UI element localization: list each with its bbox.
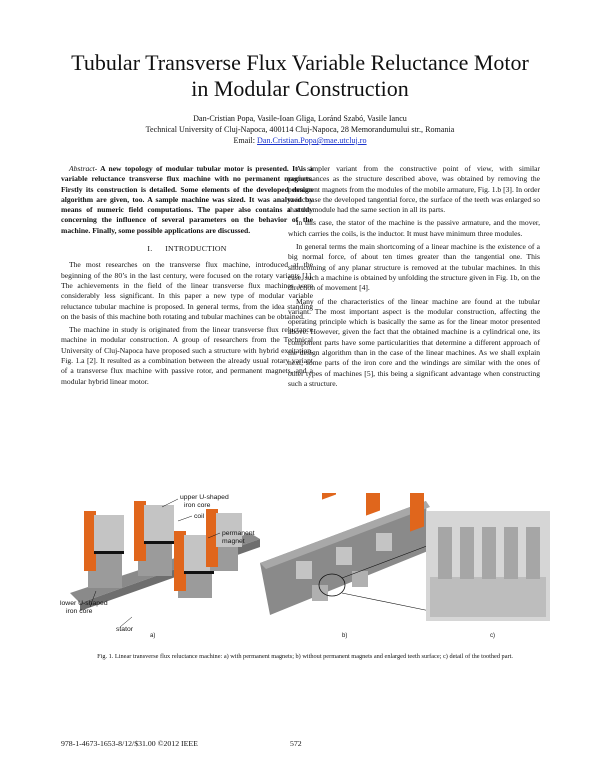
section-title: INTRODUCTION (165, 244, 227, 254)
page-number: 572 (290, 739, 302, 748)
upper-iron-core (94, 515, 124, 551)
email-line (60, 135, 540, 146)
panel-a (60, 494, 260, 639)
permanent-magnet (144, 541, 174, 544)
tooth (376, 533, 392, 551)
abstract-text: A new topology of modular tubular motor is presented. It is a variable reluctance transverse flux machine with no permanent magnets. Firstly its construction is detailed. Some elements of the developed design algorithm are given, too. A sample machine was sized. It was analyzed by means of numeric field computations. The paper also contains a study concerning the influence of several parameters on the behavior of the machine. Finally, some possible applications are discussed. (61, 164, 313, 235)
authors: Dan-Cristian Popa, Vasile-Ioan Gliga, Loránd Szabó, Vasile Iancu (193, 114, 407, 123)
right-column (288, 164, 540, 392)
section-number: I. (147, 244, 153, 254)
detail-tooth (438, 527, 452, 579)
leader-line (178, 516, 192, 521)
detail-tooth (526, 527, 540, 579)
detail-tooth (482, 527, 496, 579)
left-column (61, 164, 313, 390)
label-lower-core-1: lower U-shaped (60, 600, 108, 607)
footer-isbn: 978-1-4673-1653-8/12/$31.00 ©2012 IEEE (61, 739, 198, 748)
figure-1 (60, 493, 550, 643)
sublabel-c: c) (490, 633, 495, 639)
label-stator: stator (116, 626, 133, 633)
detail-line (342, 593, 430, 611)
label-upper-core-1: upper U-shaped (180, 494, 229, 501)
detail-tooth (504, 527, 518, 579)
section-heading (61, 244, 313, 254)
author-block (60, 113, 540, 146)
abstract-lead: Abstract- (69, 164, 98, 173)
paragraph: Many of the characteristics of the linear machine are found at the tubular variant. The most important aspect is the modular construction, affecting the operating principle which is basically the same as for the linear motor presented above. However, given the fact that the obtained machine is a cylindrical one, its component parts have some particularities that determine a different approach of the design algorithm than in the case of the linear machines. As we shall explain next, some parts of the iron core and the windings are similar with the ones of other types of machines [5], this being a significant advantage when constructing such a structure. (288, 296, 540, 388)
affiliation: Technical University of Cluj-Napoca, 400114 Cluj-Napoca, 28 Memorandumului str., Romania (145, 125, 455, 134)
module (84, 511, 124, 588)
label-lower-core-2: iron core (66, 608, 93, 615)
paragraph: The machine in study is originated from the linear transverse flux reluctance machine in modular construction. A group of researchers from the Technical University of Cluj-Napoca have proposed such a structure with hybrid excitation, Fig. 1.a [2]. It resulted as a combination between the already usual rotary variant of a transverse flux machine with passive rotor, and permanent magnets, and a modular hybrid linear motor. (61, 325, 313, 386)
panel-c (426, 511, 550, 639)
label-magnet-2: magnet (222, 538, 245, 545)
sublabel-a: a) (150, 633, 156, 639)
title-line-2: in Modular Construction (191, 76, 409, 101)
paragraph: A simpler variant from the constructive point of view, with similar performances as the structure described above, was obtained by removing the permanent magnets from the modules of the mobile armature, Fig. 1.b [3]. In order to increase the developed tangential force, the surface of the teeth was enlarged so that the module had the same section in all its parts. (288, 164, 540, 215)
email-label: Email: (233, 136, 256, 145)
detail-tooth (460, 527, 474, 579)
detail-base (430, 577, 546, 617)
figure-caption: Fig. 1. Linear transverse flux reluctance machine: a) with permanent magnets; b) without permanent magnets and enlarged teeth surface; c) detail of the toothed part. (97, 653, 513, 660)
sublabel-b: b) (342, 633, 348, 639)
paragraph: The most researches on the transverse flux machine, introduced at the beginning of the 80’s in the last century, were focused on the rotary variants [1]. The achievements in the field of the linear transverse flux machines were considerably less significant. In this paper a new type of modular variable reluctance tubular machine is proposed. In general terms, from the idea standing on the basis of this machine both rotating and tubular machines can be obtained. (61, 260, 313, 321)
permanent-magnet (94, 551, 124, 554)
abstract (61, 164, 313, 236)
coil-block (410, 493, 424, 532)
label-coil: coil (194, 513, 205, 520)
upper-iron-core (144, 505, 174, 541)
panel-b (260, 493, 440, 639)
email-link[interactable]: Dan.Cristian.Popa@mae.utcluj.ro (257, 136, 367, 145)
tooth (336, 547, 352, 565)
label-magnet-1: permanent (222, 530, 255, 537)
module (134, 501, 174, 576)
title-line-1: Tubular Transverse Flux Variable Reluctance Motor (71, 50, 529, 75)
paragraph: In general terms the main shortcoming of a linear machine is the existence of a big normal force, of about ten times greater than the tangential one. This shortcoming of any planar structure is removed at the tubular machines. In this case, such a machine is obtained by unfolding the structure given in Fig. 1b, on the direction of movement [4]. (288, 242, 540, 293)
label-upper-core-2: iron core (184, 502, 211, 509)
paper-title (40, 50, 560, 102)
permanent-magnet (184, 571, 214, 574)
paragraph: In this case, the stator of the machine is the passive armature, and the mover, which carries the coils, is the inductor. It must have minimum three modules. (288, 218, 540, 238)
coil-block (366, 493, 380, 516)
tooth (312, 585, 328, 601)
tooth (296, 561, 312, 579)
coil-block (322, 493, 336, 500)
